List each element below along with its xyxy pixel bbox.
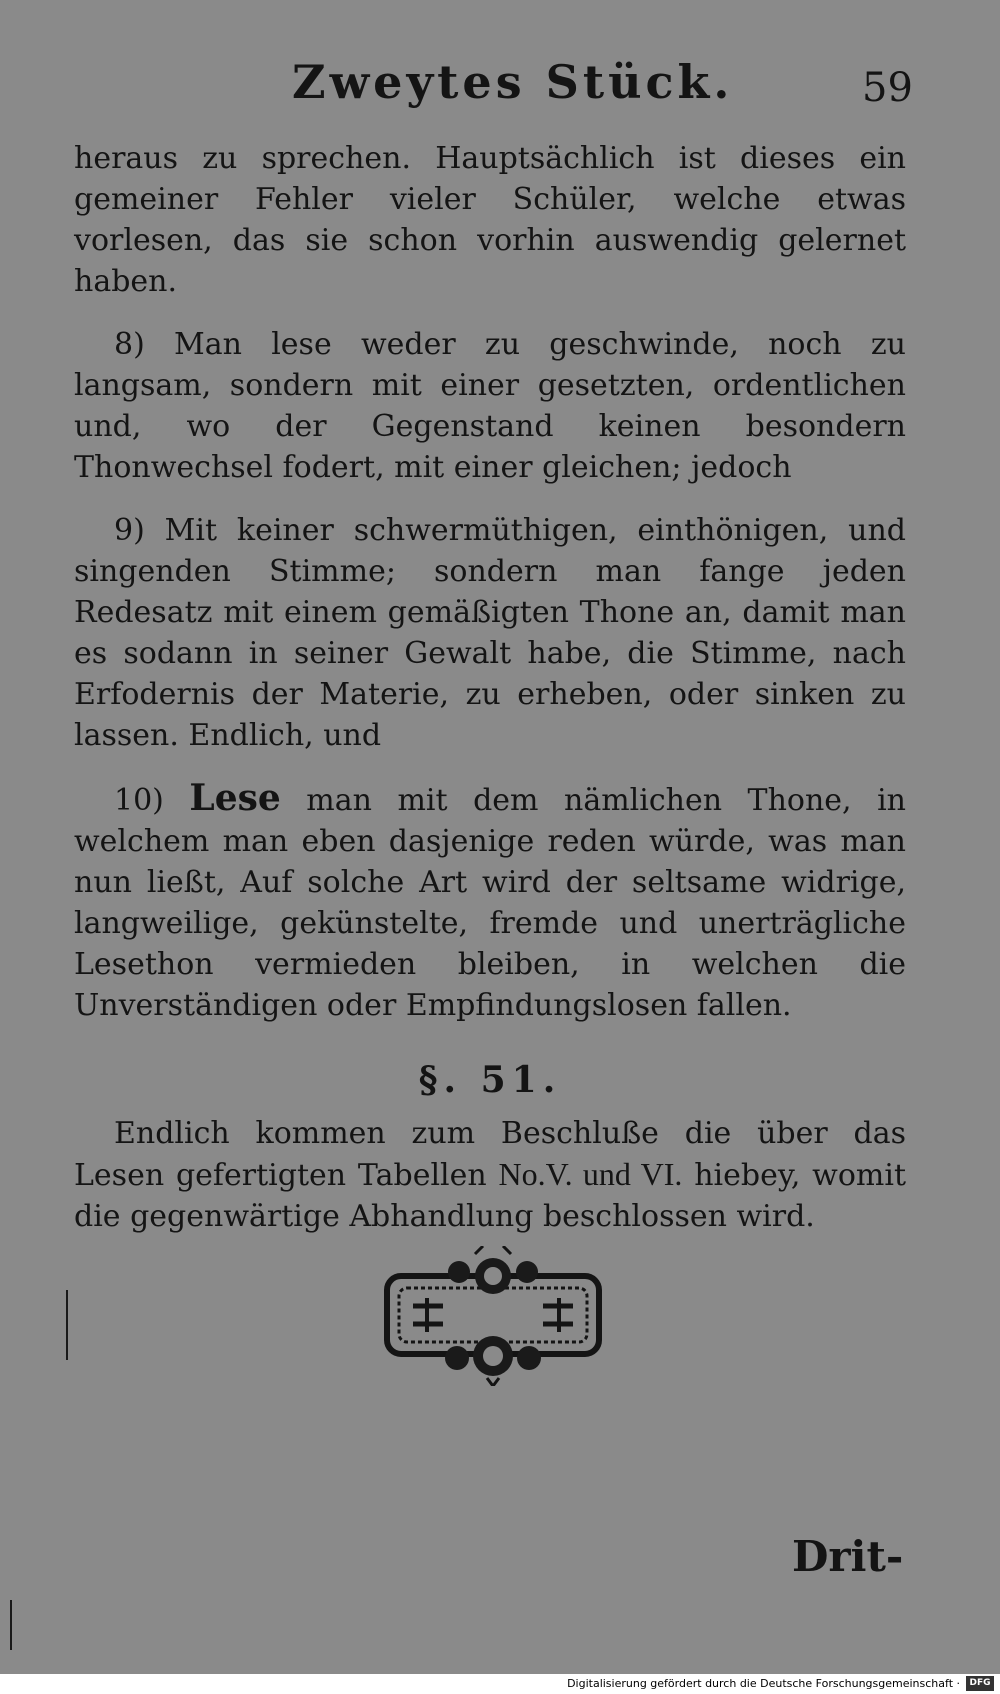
footer-credit: Digitalisierung gefördert durch die Deutsche Forschungsgemeinschaft · [567, 1677, 960, 1690]
running-head: Zweytes Stück. [292, 55, 734, 109]
catchword: Drit- [792, 1532, 904, 1581]
dfg-logo-icon: DFG [966, 1676, 994, 1691]
page-header [0, 55, 1000, 115]
section-text-before: Endlich kommen zum Beschluße die über das Lesen gefertigten Tabellen [74, 1116, 906, 1193]
floral-ornament-icon [383, 1246, 603, 1386]
paragraph-8: 8) Man lese weder zu geschwinde, noch zu langsam, sondern mit einer gesetzten, ordentlichen und, wo der Gegenstand keinen besondern Thonwechsel fodert, mit einer gleichen; jedoch [74, 327, 906, 485]
section-mark: §. 51. [418, 1059, 562, 1101]
section-text-after: hiebey, womit die gegenwärtige Abhandlung beschlossen wird. [74, 1158, 907, 1234]
paragraph-9: 9) Mit keiner schwermüthigen, einthönigen, und singenden Stimme; sondern man fange jeden Redesatz mit einem gemäßigten Thone an, damit man es sodann in seiner Gewalt habe, die Stimme, nach Erfodernis der Materie, zu erheben, oder sinken zu lassen. Endlich, und [74, 513, 906, 753]
paragraph-10-initial: Lese [189, 777, 281, 819]
margin-mark [10, 1600, 12, 1650]
paragraph-10 [74, 778, 906, 1026]
margin-mark [66, 1290, 68, 1360]
footer-bar [0, 1674, 1000, 1694]
paragraph-1: heraus zu sprechen. Hauptsächlich ist dieses ein gemeiner Fehler vieler Schüler, welche etwas vorlesen, das sie schon vorhin auswendig gelernet haben. [74, 141, 906, 299]
section-tables: No.V. und VI. [498, 1156, 683, 1192]
body-text [74, 138, 906, 1259]
section-paragraph [74, 1113, 906, 1237]
page-number: 59 [862, 65, 913, 111]
paragraph-10-text: man mit dem nämlichen Thone, in welchem man eben dasjenige reden würde, was man nun ließt, Auf solche Art wird der seltsame widrige, langweilige, gekünstelte, fremde und unerträgliche Lesethon vermieden bleiben, in welchen die Unverständigen oder Empfindungslosen fallen. [74, 783, 906, 1023]
paragraph-10-number: 10) [114, 783, 164, 818]
